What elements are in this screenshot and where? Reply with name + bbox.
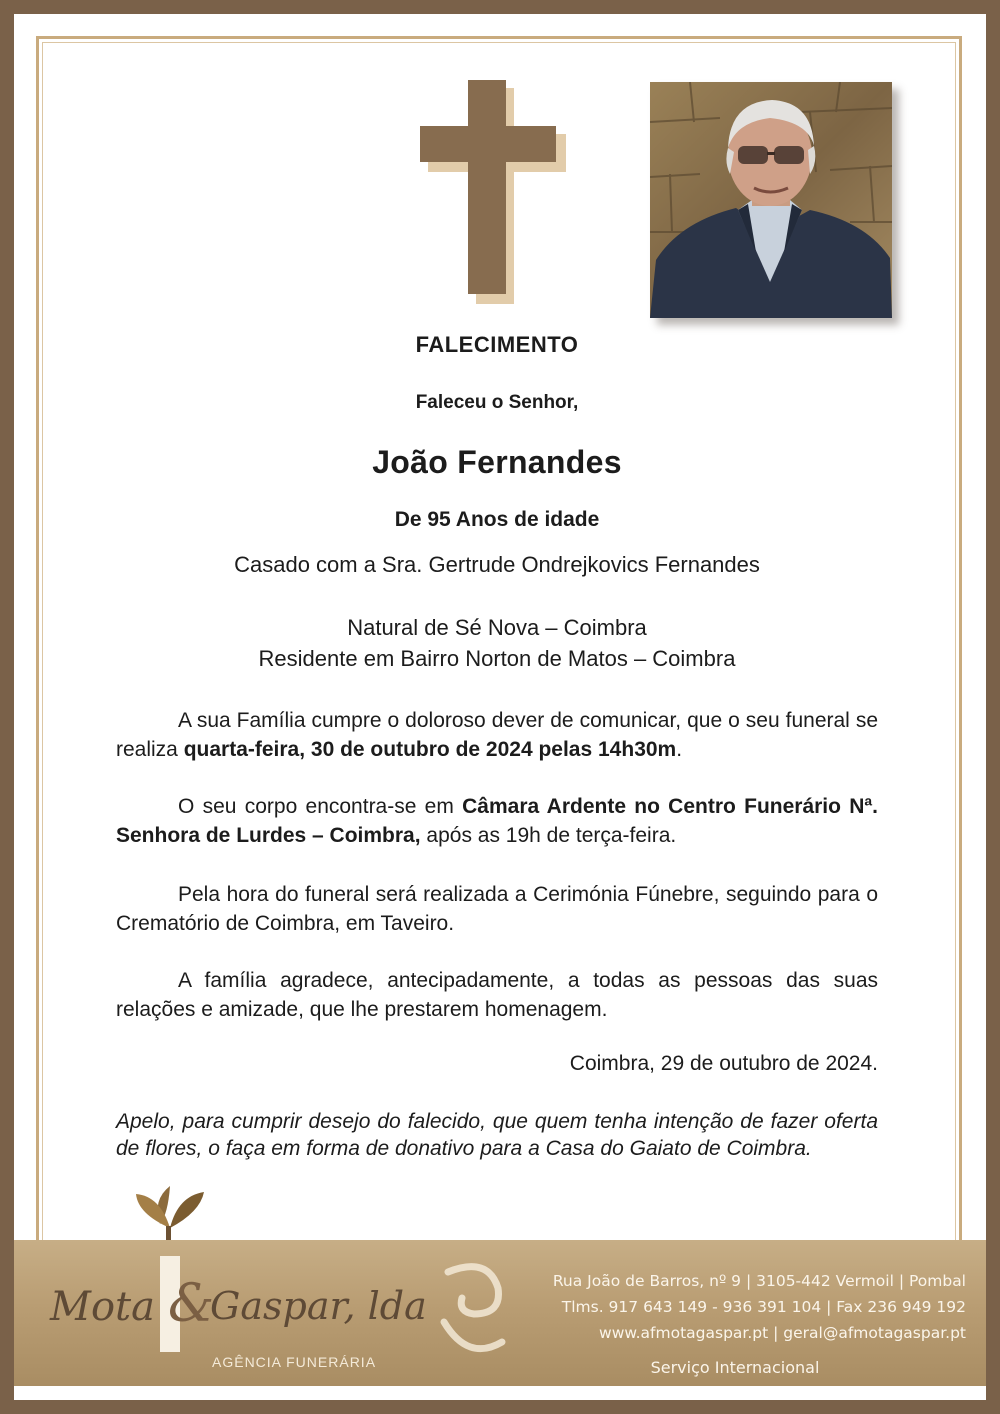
wake-location: Câmara Ardente no Centro Funerário Nª. Senhora de Lurdes – Coimbra,	[116, 795, 879, 847]
funeral-end: .	[676, 738, 683, 761]
wake-paragraph	[116, 792, 878, 850]
resident-line: Residente em Bairro Norton de Matos – Coimbra	[258, 646, 736, 671]
dateline: Coimbra, 29 de outubro de 2024.	[569, 1052, 878, 1075]
wake-time: após as 19h de terça-feira.	[420, 824, 677, 847]
origin-block	[116, 612, 878, 674]
deceased-name: João Fernandes	[372, 444, 622, 480]
international-service: Serviço Internacional	[650, 1358, 820, 1377]
ceremony-paragraph: Pela hora do funeral será realizada a Cerimónia Fúnebre, seguindo para o Crematório de Coimbra, em Taveiro.	[116, 883, 878, 935]
notice-heading: FALECIMENTO	[415, 332, 579, 357]
wake-text: O seu corpo encontra-se em	[178, 795, 463, 818]
agency-phones: Tlms. 917 643 149 - 936 391 104 | Fax 236 949 192	[561, 1298, 966, 1316]
funeral-paragraph	[116, 706, 878, 764]
funeral-date: quarta-feira, 30 de outubro de 2024 pelas 14h30m	[183, 738, 677, 761]
portrait-photo	[650, 82, 892, 318]
logo-ampersand: &	[168, 1274, 215, 1334]
logo-gaspar: Gaspar, lda	[210, 1284, 427, 1328]
agency-address: Rua João de Barros, nº 9 | 3105-442 Vermoil | Pombal	[552, 1272, 966, 1290]
funeral-text: A sua Família cumpre o doloroso dever de comunicar, que o seu funeral se realiza	[116, 709, 878, 761]
logo-mota: Mota	[50, 1284, 155, 1330]
appeal-paragraph: Apelo, para cumprir desejo do falecido, que quem tenha intenção de fazer oferta de flores, o faça em forma de donativo para a Casa do Gaiato de Coimbra.	[116, 1110, 878, 1160]
cross-icon	[414, 74, 574, 304]
notice-intro: Faleceu o Senhor,	[415, 392, 579, 413]
spouse-line: Casado com a Sra. Gertrude Ondrejkovics Fernandes	[234, 552, 760, 577]
deceased-age: De 95 Anos de idade	[394, 508, 600, 531]
natural-line: Natural de Sé Nova – Coimbra	[347, 615, 647, 640]
thanks-paragraph: A família agradece, antecipadamente, a todas as pessoas das suas relações e amizade, que lhe prestarem homenagem.	[116, 969, 878, 1021]
agency-web-email: www.afmotagaspar.pt | geral@afmotagaspar.pt	[599, 1324, 966, 1342]
logo-subtitle: AGÊNCIA FUNERÁRIA	[212, 1354, 377, 1370]
